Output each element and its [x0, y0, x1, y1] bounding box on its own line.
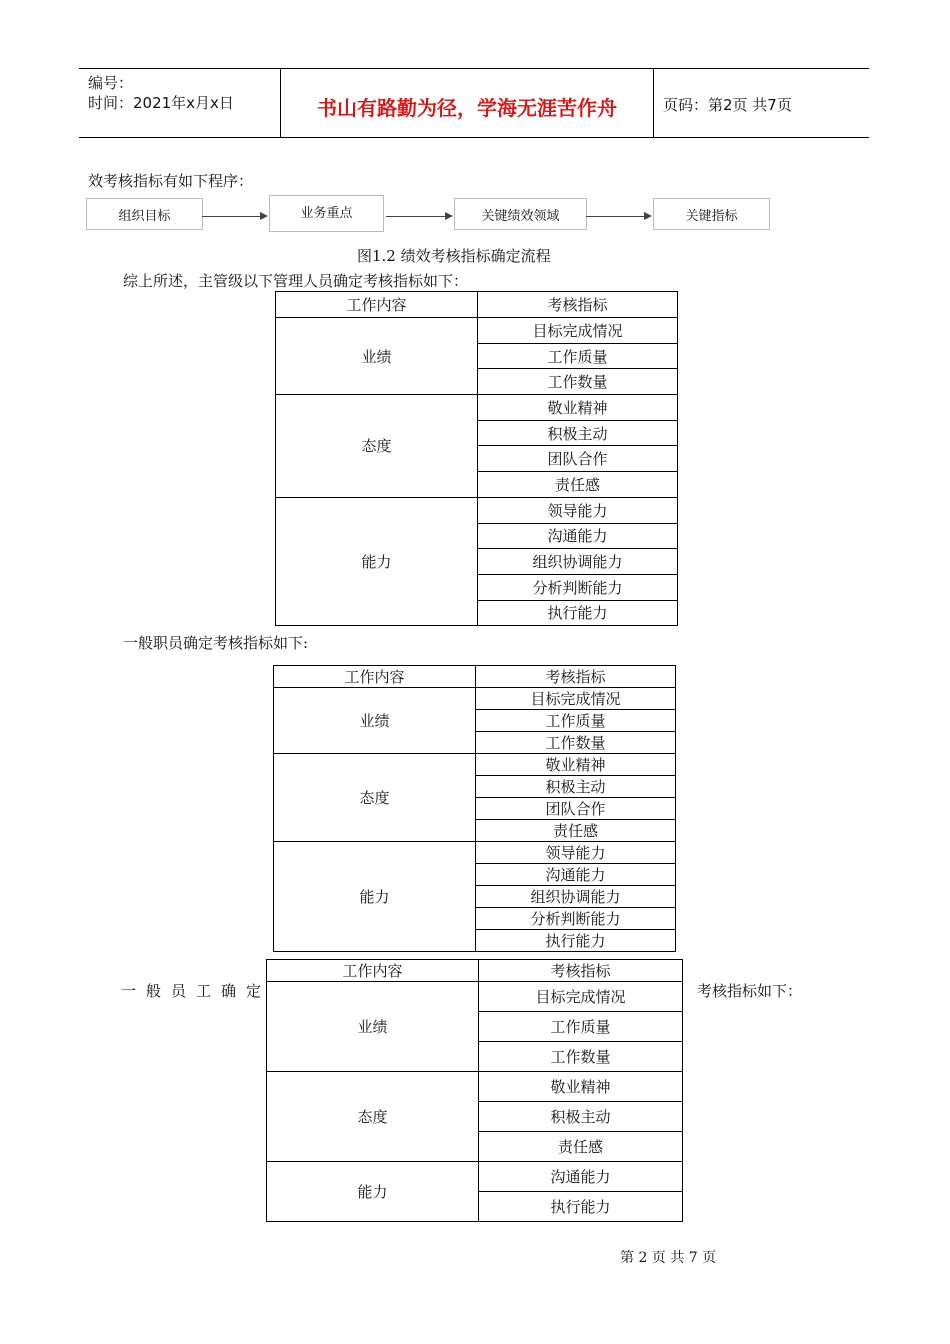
indicator-cell: 执行能力: [478, 600, 678, 626]
indicator-cell: 沟通能力: [479, 1162, 683, 1192]
indicator-cell: 分析判断能力: [476, 908, 676, 930]
group-cell: 业绩: [276, 318, 478, 395]
indicator-cell: 责任感: [479, 1132, 683, 1162]
group-cell: 能力: [276, 497, 478, 625]
header-meta: [88, 73, 234, 113]
section3-intro-left: 一般员工确定: [121, 982, 272, 1000]
page-header: [79, 68, 869, 138]
header-motto: 书山有路勤为径，学海无涯苦作舟: [317, 96, 617, 120]
group-cell: 能力: [274, 842, 476, 952]
group-cell: 能力: [267, 1162, 479, 1222]
indicator-cell: 工作质量: [479, 1012, 683, 1042]
header-cell-content: 工作内容: [267, 960, 479, 982]
indicator-cell: 积极主动: [479, 1102, 683, 1132]
group-cell: 业绩: [267, 982, 479, 1072]
header-divider: [653, 69, 654, 137]
table-row: [267, 982, 683, 1012]
table-row: [267, 1072, 683, 1102]
header-cell-indicator: 考核指标: [476, 666, 676, 688]
indicator-table-managers: [275, 291, 678, 626]
group-cell: 业绩: [274, 688, 476, 754]
indicator-cell: 组织协调能力: [476, 886, 676, 908]
table-row: [274, 754, 676, 776]
indicator-cell: 敬业精神: [476, 754, 676, 776]
indicator-cell: 团队合作: [478, 446, 678, 472]
section2-intro: 一般职员确定考核指标如下:: [123, 634, 309, 652]
flow-step: 业务重点: [269, 195, 384, 232]
table-row: [276, 497, 678, 523]
indicator-cell: 团队合作: [476, 798, 676, 820]
header-cell-content: 工作内容: [276, 292, 478, 318]
indicator-cell: 敬业精神: [479, 1072, 683, 1102]
flow-arrow: [586, 216, 650, 217]
indicator-cell: 领导能力: [476, 842, 676, 864]
header-cell-indicator: 考核指标: [478, 292, 678, 318]
flow-step: 组织目标: [86, 198, 203, 230]
table-row: [274, 842, 676, 864]
indicator-cell: 目标完成情况: [478, 318, 678, 344]
table-row: [267, 1162, 683, 1192]
group-cell: 态度: [274, 754, 476, 842]
table-body: [267, 960, 683, 1222]
indicator-cell: 领导能力: [478, 497, 678, 523]
indicator-cell: 工作数量: [479, 1042, 683, 1072]
page-footer: 第 2 页 共 7 页: [620, 1250, 717, 1266]
indicator-cell: 执行能力: [476, 930, 676, 952]
table-header-row: [276, 292, 678, 318]
indicator-cell: 责任感: [476, 820, 676, 842]
indicator-cell: 目标完成情况: [479, 982, 683, 1012]
indicator-cell: 分析判断能力: [478, 574, 678, 600]
indicator-cell: 工作质量: [476, 710, 676, 732]
table-body: [276, 292, 678, 626]
group-cell: 态度: [267, 1072, 479, 1162]
flow-step: 关键绩效领域: [454, 198, 587, 230]
indicator-table-staff: [273, 665, 676, 952]
doc-time-label: 时间：2021年x月x日: [88, 94, 234, 112]
flow-arrow: [386, 216, 451, 217]
indicator-cell: 工作数量: [476, 732, 676, 754]
table-header-row: [274, 666, 676, 688]
table-row: [276, 318, 678, 344]
doc-number-label: 编号：: [88, 74, 134, 92]
flow-caption: 图1.2 绩效考核指标确定流程: [357, 247, 551, 265]
indicator-cell: 积极主动: [478, 420, 678, 446]
header-page-number: 页码：第2页 共7页: [663, 96, 792, 114]
table-header-row: [267, 960, 683, 982]
section1-intro: 综上所述，主管级以下管理人员确定考核指标如下：: [123, 272, 469, 290]
indicator-cell: 沟通能力: [476, 864, 676, 886]
indicator-cell: 责任感: [478, 472, 678, 498]
header-cell-indicator: 考核指标: [479, 960, 683, 982]
indicator-cell: 执行能力: [479, 1192, 683, 1222]
table-row: [276, 395, 678, 421]
group-cell: 态度: [276, 395, 478, 498]
header-cell-content: 工作内容: [274, 666, 476, 688]
flow-arrow: [202, 216, 266, 217]
section3-intro-right: 考核指标如下：: [697, 982, 803, 1000]
indicator-table-employees: [266, 959, 683, 1222]
indicator-cell: 敬业精神: [478, 395, 678, 421]
indicator-cell: 工作质量: [478, 343, 678, 369]
flow-step: 关键指标: [653, 198, 770, 230]
indicator-cell: 沟通能力: [478, 523, 678, 549]
indicator-cell: 积极主动: [476, 776, 676, 798]
table-row: [274, 688, 676, 710]
indicator-cell: 组织协调能力: [478, 549, 678, 575]
table-body: [274, 666, 676, 952]
indicator-cell: 工作数量: [478, 369, 678, 395]
indicator-cell: 目标完成情况: [476, 688, 676, 710]
intro-line: 效考核指标有如下程序：: [88, 172, 254, 190]
